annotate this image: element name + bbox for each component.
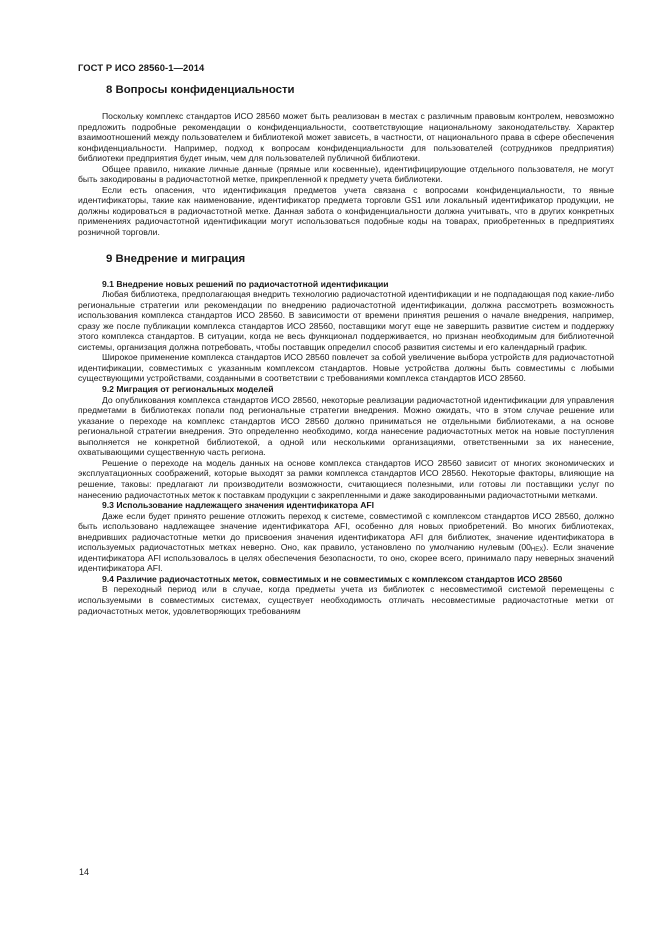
subsection-9-2-heading: 9.2 Миграция от региональных моделей — [102, 384, 274, 395]
section-8-paragraph-1: Поскольку комплекс стандартов ИСО 28560 может быть реализован в местах с различным правовым контролем, невозможно предложить подробные рекомендации о конфиденциальности, соответствующие национальному законодательству. Характер взаимоотношений между пользователем и библиотекой может зависеть, в частности, от национального права в сфере обеспечения конфиденциальности. Например, подход к вопросам конфиденциальности для пользователей (сотрудников предприятия) библиотеки предприятия будет иным, чем для пользователей публичной библиотеки. — [78, 111, 614, 164]
subsection-9-4-paragraph-1: В переходный период или в случае, когда предметы учета из библиотек с несовместимой системой перемещены с используемыми в совместимых системах, существует необходимость отличать несовместимые радиочастотные метки от радиочастотных меток, удовлетворяющих требованиям — [78, 584, 614, 616]
section-9-title: 9 Внедрение и миграция — [106, 252, 246, 265]
subsection-9-1-paragraph-1: Любая библиотека, предполагающая внедрить технологию радиочастотной идентификации и не подпадающая под какие-либо региональные стратегии или рекомендации по внедрению радиочастотной идентификации, должна рассмотреть возможность использования комплекса стандартов ИСО 28560. В зависимости от времени принятия решения о начале внедрения, например, сразу же после публикации комплекса стандартов ИСО 28560, поставщики могут еще не завершить развитие систем и поддержку этого комплекса стандартов. В ситуации, когда не весь функционал поддерживается, но признан необходимым для библиотечной системы, организация должна потребовать, чтобы поставщик определил способ развития системы и его календарный график. — [78, 289, 614, 352]
section-8-title: 8 Вопросы конфиденциальности — [106, 84, 295, 96]
subsection-9-2-paragraph-1: До опубликования комплекса стандартов ИСО 28560, некоторые реализации радиочастотной идентификации для управления предметами в библиотеках попали под региональные стратегии внедрения. Можно ожидать, что в этом случае решение или указание о переходе на комплекс стандартов ИСО 28560 должно приниматься не отдельными библиотеками, а на основе региональной стратегии внедрения. Это определенно необходимо, когда нанесение радиочастотных меток на новые поступления выполняется не конкретной библиотекой, а одной или несколькими организациями, ответственными за их нанесение, охватывающими существенную часть региона. — [78, 394, 614, 458]
section-8-paragraph-3: Если есть опасения, что идентификация предметов учета связана с вопросами конфиденциальности, то явные идентификаторы, такие как наименование, идентификатор предмета торговли GS1 или локальный идентификатор продукции, не должны кодироваться в радиочастотной метке. Данная забота о конфиденциальности должна учитывать, что в других конкретных применениях радиочастотной идентификации могут использоваться подобные коды на товарах, приобретенных в предприятиях розничной торговли. — [78, 184, 614, 238]
subsection-9-3-title — [78, 500, 614, 511]
section-8-paragraph-2: Общее правило, никакие личные данные (прямые или косвенные), идентифицирующие отдельного пользователя, не могут быть закодированы в радиочастотной метке, прикрепленной к предмету учета библиотеки. — [78, 163, 614, 185]
page-number: 14 — [79, 867, 90, 877]
subsection-9-1-title — [78, 279, 614, 290]
afi-text-part-1: Даже если будет принято решение отложить переход к системе, совместимой с комплексом стандартов ИСО 28560, должно быть использовано надлежащее значение идентификатора AFI, особенно для новых приобретений. Во многих библиотеках, внедривших радиочастотные метки до присвоения значения идентификатора AFI для библиотек, значение идентификатора в используемых радиочастотных метках неверно. Оно, как правило, установлено по умолчанию нулевым (00 — [78, 510, 614, 553]
subsection-9-1-paragraph-2: Широкое применение комплекса стандартов ИСО 28560 повлечет за собой увеличение выбора устройств для радиочастотной идентификации, совместимых с указанным комплексом стандартов. Новые устройства должны быть совместимы с любыми существующими устройствами, созданными в соответствии с требованиями комплекса стандартов ИСО 28560. — [78, 352, 614, 384]
afi-text-part-2: ). Если значение идентификатора AFI использовалось в целях обеспечения безопасности, то оно, скорее всего, принимало пару неверных значений идентификатора AFI. — [78, 542, 614, 574]
subsection-9-2-paragraph-2: Решение о переходе на модель данных на основе комплекса стандартов ИСО 28560 зависит от многих экономических и эксплуатационных соображений, которые выходят за рамки комплекса стандартов ИСО 28560. Некоторые факторы, влияющие на решение, таковы: предлагают ли производители возможности, считающиеся полезными, или готовы ли поставщики услуг по нанесению радиочастотных меток к поставкам продукции с закрепленными и даже закодированными радиочастотными метками. — [78, 457, 614, 500]
subsection-9-4-title — [78, 574, 614, 585]
document-body — [78, 84, 614, 616]
subsection-9-3-paragraph-1 — [78, 511, 614, 574]
subsection-9-4-heading: 9.4 Различие радиочастотных меток, совместимых и не совместимых с комплексом стандартов ИСО 28560 — [102, 573, 563, 584]
subsection-9-2-title — [78, 384, 614, 395]
subsection-9-3-heading: 9.3 Использование надлежащего значения идентификатора AFI — [102, 500, 375, 511]
subsection-9-1-heading: 9.1 Внедрение новых решений по радиочастотной идентификации — [102, 278, 389, 289]
document-header: ГОСТ Р ИСО 28560-1—2014 — [78, 62, 205, 73]
hex-subscript: HEX — [530, 547, 544, 554]
